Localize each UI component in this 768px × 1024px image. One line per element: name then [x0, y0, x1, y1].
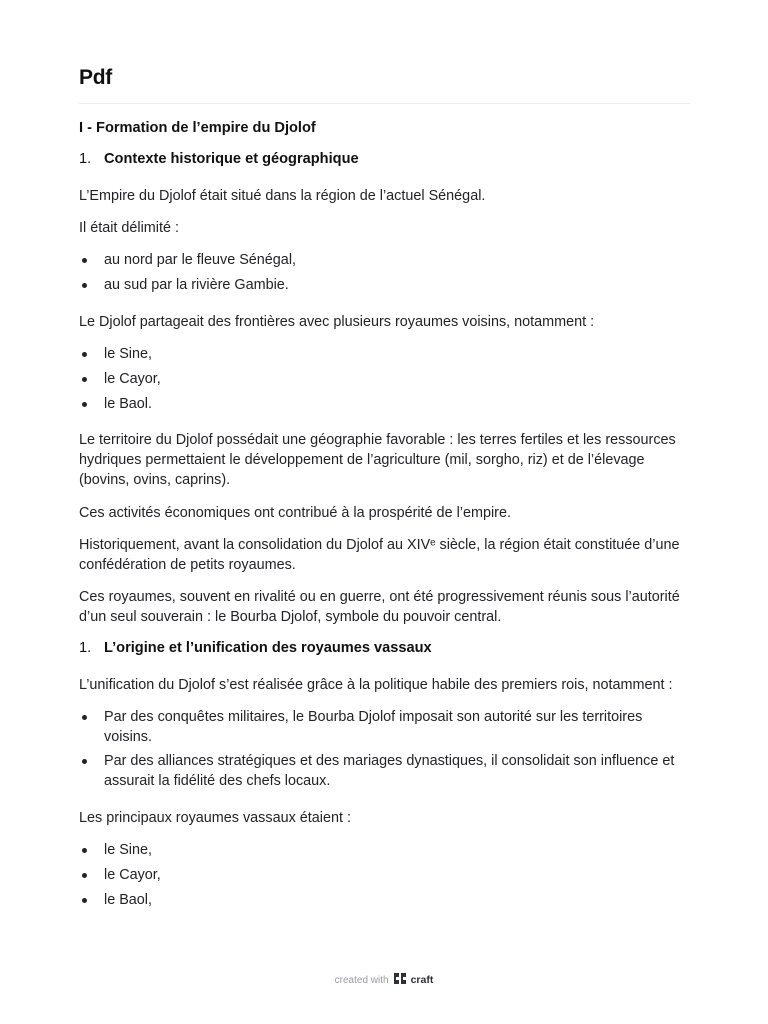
subsection-number: 1. [79, 640, 92, 656]
paragraph-economy: Ces activités économiques ont contribué à la prospérité de l’empire. [79, 505, 511, 521]
craft-logo-icon [393, 972, 407, 988]
bullet-icon [82, 759, 87, 764]
bullet-icon [82, 715, 87, 720]
paragraph-history: Historiquement, avant la consolidation du Djolof au XIVᵉ siècle, la région était constituée d’une confédération de petits royaumes. [79, 537, 680, 573]
borders-list [79, 250, 690, 295]
list-item: le Cayor, [79, 865, 690, 885]
page-title: Pdf [79, 66, 112, 89]
list-item: le Sine, [79, 840, 690, 860]
bullet-icon [82, 283, 87, 288]
subsection-heading-2 [79, 638, 690, 658]
title-divider [79, 103, 690, 104]
list-item: au sud par la rivière Gambie. [79, 275, 690, 295]
bullet-icon [82, 258, 87, 263]
bullet-icon [82, 898, 87, 903]
created-with-label: created with [334, 974, 389, 986]
list-item: au nord par le fleuve Sénégal, [79, 250, 690, 270]
methods-list [79, 707, 690, 791]
neighbors-list [79, 344, 690, 414]
bullet-icon [82, 352, 87, 357]
brand-name: craft [410, 974, 434, 986]
paragraph-location: L’Empire du Djolof était situé dans la région de l’actuel Sénégal. [79, 188, 486, 204]
list-item: le Sine, [79, 344, 690, 364]
paragraph-neighbors-intro: Le Djolof partageait des frontières avec plusieurs royaumes voisins, notamment : [79, 314, 595, 330]
paragraph-geography: Le territoire du Djolof possédait une géographie favorable : les terres fertiles et les ressources hydriques permettaient le développement de l’agriculture (mil, sorgho, riz) et de l’élevage (bovins, ovins, caprins). [79, 432, 676, 488]
list-item: Par des conquêtes militaires, le Bourba Djolof imposait son autorité sur les territoires voisins. [79, 707, 690, 747]
bullet-icon [82, 873, 87, 878]
list-item: le Baol. [79, 394, 690, 414]
subsection-label: L’origine et l’unification des royaumes vassaux [104, 640, 432, 656]
bullet-icon [82, 402, 87, 407]
bullet-icon [82, 377, 87, 382]
list-item: le Cayor, [79, 369, 690, 389]
bullet-icon [82, 848, 87, 853]
paragraph-unification: L’unification du Djolof s’est réalisée grâce à la politique habile des premiers rois, notamment : [79, 677, 673, 693]
paragraph-rivalry: Ces royaumes, souvent en rivalité ou en guerre, ont été progressivement réunis sous l’autorité d’un seul souverain : le Bourba Djolof, symbole du pouvoir central. [79, 589, 680, 625]
paragraph-vassals-intro: Les principaux royaumes vassaux étaient : [79, 810, 351, 826]
footer-credit[interactable] [0, 972, 768, 988]
craft-logo-icon [393, 972, 407, 985]
subsection-heading-1 [79, 149, 690, 169]
paragraph-borders-intro: Il était délimité : [79, 220, 179, 236]
section-heading: I - Formation de l’empire du Djolof [79, 120, 316, 136]
subsection-number: 1. [79, 151, 92, 167]
document-body [79, 118, 690, 910]
vassals-list [79, 840, 690, 910]
subsection-label: Contexte historique et géographique [104, 151, 359, 167]
list-item: Par des alliances stratégiques et des mariages dynastiques, il consolidait son influence et assurait la fidélité des chefs locaux. [79, 751, 690, 791]
list-item: le Baol, [79, 890, 690, 910]
